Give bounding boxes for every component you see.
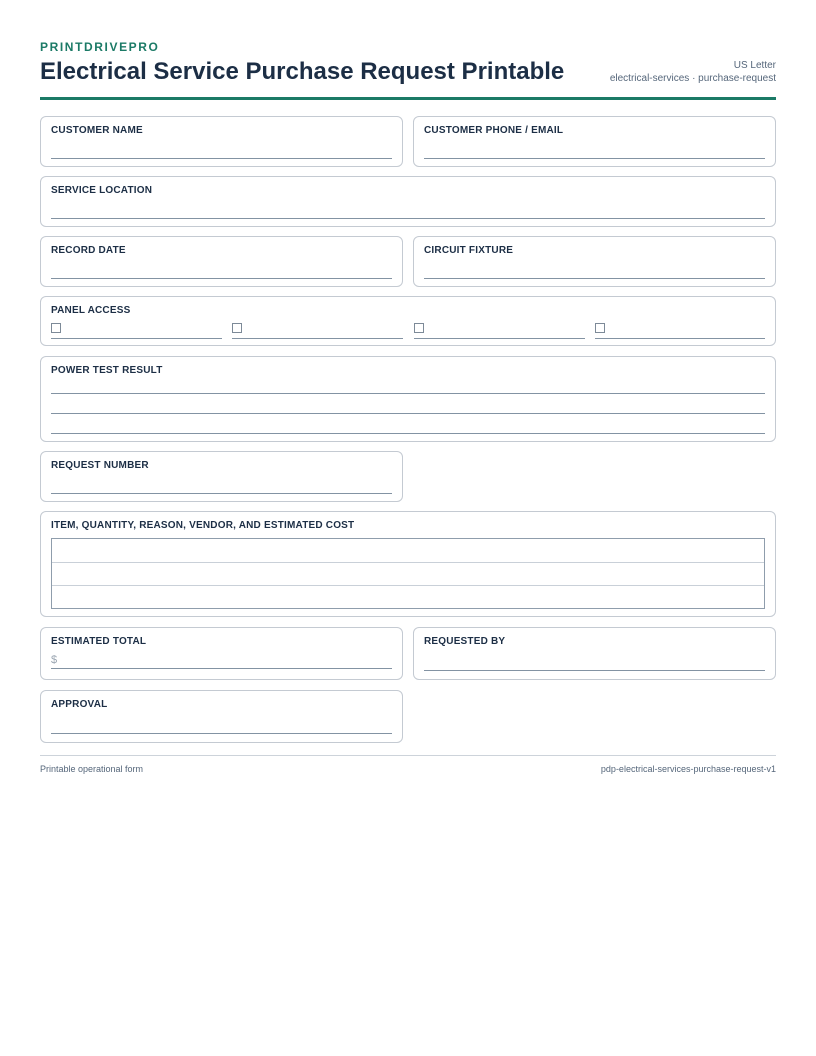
panel-access-label: PANEL ACCESS: [51, 305, 131, 316]
brand-name: PRINTDRIVEPRO: [40, 40, 160, 54]
items-table-label: ITEM, QUANTITY, REASON, VENDOR, AND ESTIMATED COST: [51, 520, 355, 531]
customer-contact-label: CUSTOMER PHONE / EMAIL: [424, 125, 564, 136]
service-location-line: [51, 218, 765, 219]
record-date-input[interactable]: [51, 264, 392, 278]
requested-by-label: REQUESTED BY: [424, 636, 506, 647]
circuit-fixture-label: CIRCUIT FIXTURE: [424, 245, 514, 256]
record-date-label: RECORD DATE: [51, 245, 126, 256]
approval-box: [40, 690, 403, 743]
requested-by-line: [424, 670, 765, 671]
items-table-box: [40, 511, 776, 617]
service-location-box: [40, 176, 776, 227]
request-number-box: [40, 451, 403, 502]
customer-contact-input[interactable]: [424, 144, 765, 158]
currency-prefix: $: [51, 654, 58, 666]
power-test-result-label: POWER TEST RESULT: [51, 365, 163, 376]
panel-access-line-4: [595, 338, 765, 339]
service-location-label: SERVICE LOCATION: [51, 185, 153, 196]
record-date-box: [40, 236, 403, 287]
table-row[interactable]: [52, 585, 764, 609]
table-row[interactable]: [52, 562, 764, 586]
form-header: [40, 40, 776, 100]
customer-name-line: [51, 158, 392, 159]
page-title: Electrical Service Purchase Request Printable: [40, 58, 565, 85]
items-table: [51, 538, 765, 609]
requested-by-input[interactable]: [424, 656, 765, 670]
header-rule: [40, 97, 776, 100]
panel-access-line-3: [414, 338, 585, 339]
estimated-total-box: [40, 627, 403, 680]
footer-note: Printable operational form: [40, 764, 144, 774]
approval-label: APPROVAL: [51, 699, 108, 710]
approval-line: [51, 733, 392, 734]
panel-access-option-3: [414, 323, 585, 339]
panel-access-checkbox-2[interactable]: [232, 323, 242, 333]
circuit-fixture-line: [424, 278, 765, 279]
panel-access-line-1: [51, 338, 222, 339]
estimated-total-line: [51, 668, 392, 669]
request-number-label: REQUEST NUMBER: [51, 460, 149, 471]
customer-name-label: CUSTOMER NAME: [51, 125, 143, 136]
estimated-total-input[interactable]: [63, 654, 392, 668]
request-number-input[interactable]: [51, 479, 392, 493]
power-test-line-2[interactable]: [51, 413, 765, 414]
form-slug: electrical-services · purchase-request: [609, 73, 776, 84]
paper-size: US Letter: [733, 60, 776, 71]
panel-access-option-4: [595, 323, 765, 339]
panel-access-line-2: [232, 338, 403, 339]
footer-rule: [40, 755, 776, 756]
circuit-fixture-input[interactable]: [424, 264, 765, 278]
form-id: pdp-electrical-services-purchase-request-v1: [600, 764, 776, 774]
panel-access-checkbox-1[interactable]: [51, 323, 61, 333]
form-meta: [610, 59, 776, 85]
service-location-input[interactable]: [51, 204, 765, 218]
customer-contact-line: [424, 158, 765, 159]
panel-access-checkbox-3[interactable]: [414, 323, 424, 333]
panel-access-option-2: [232, 323, 403, 339]
approval-input[interactable]: [51, 719, 392, 733]
panel-access-checkbox-4[interactable]: [595, 323, 605, 333]
requested-by-box: [413, 627, 776, 680]
power-test-line-1[interactable]: [51, 393, 765, 394]
customer-name-box: [40, 116, 403, 167]
record-date-line: [51, 278, 392, 279]
request-number-line: [51, 493, 392, 494]
customer-contact-box: [413, 116, 776, 167]
panel-access-box: [40, 296, 776, 346]
power-test-result-box: [40, 356, 776, 442]
customer-name-input[interactable]: [51, 144, 392, 158]
panel-access-option-1: [51, 323, 222, 339]
table-row[interactable]: [52, 539, 764, 562]
estimated-total-label: ESTIMATED TOTAL: [51, 636, 147, 647]
circuit-fixture-box: [413, 236, 776, 287]
power-test-line-3[interactable]: [51, 433, 765, 434]
